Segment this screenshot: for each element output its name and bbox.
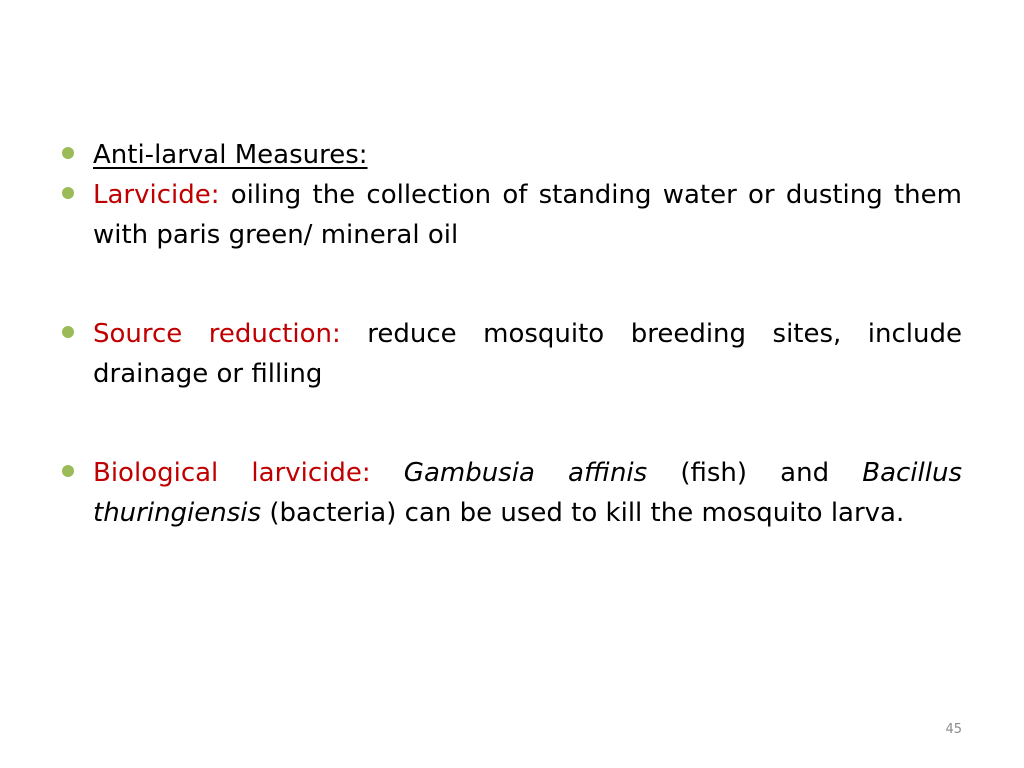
biological-text-2: (fish) and [647, 458, 863, 488]
term-source-reduction: Source reduction: [93, 319, 341, 349]
bullet-source-reduction [62, 314, 962, 394]
bullet-dot-icon [62, 147, 74, 159]
section-heading: Anti-larval Measures: [93, 140, 368, 170]
species-gambusia: Gambusia affinis [403, 458, 648, 488]
larvicide-description: oiling the collection of standing water or dusting them with paris green/ mineral oil [93, 180, 962, 250]
bullet-dot-icon [62, 326, 74, 338]
biological-text-1 [371, 458, 404, 488]
bullet-heading [62, 135, 962, 175]
bullet-dot-icon [62, 187, 74, 199]
source-reduction-description: reduce mosquito breeding sites, include drainage or filling [93, 319, 962, 389]
page-number: 45 [945, 722, 962, 737]
biological-text-3: (bacteria) can be used to kill the mosquito larva. [261, 498, 905, 528]
bullet-list [62, 135, 962, 533]
bullet-larvicide [62, 175, 962, 255]
bullet-biological-larvicide [62, 453, 962, 533]
term-biological-larvicide: Biological larvicide: [93, 458, 371, 488]
term-larvicide: Larvicide: [93, 180, 220, 210]
bullet-dot-icon [62, 465, 74, 477]
species-bacillus: Bacillus thuringiensis [93, 458, 962, 528]
